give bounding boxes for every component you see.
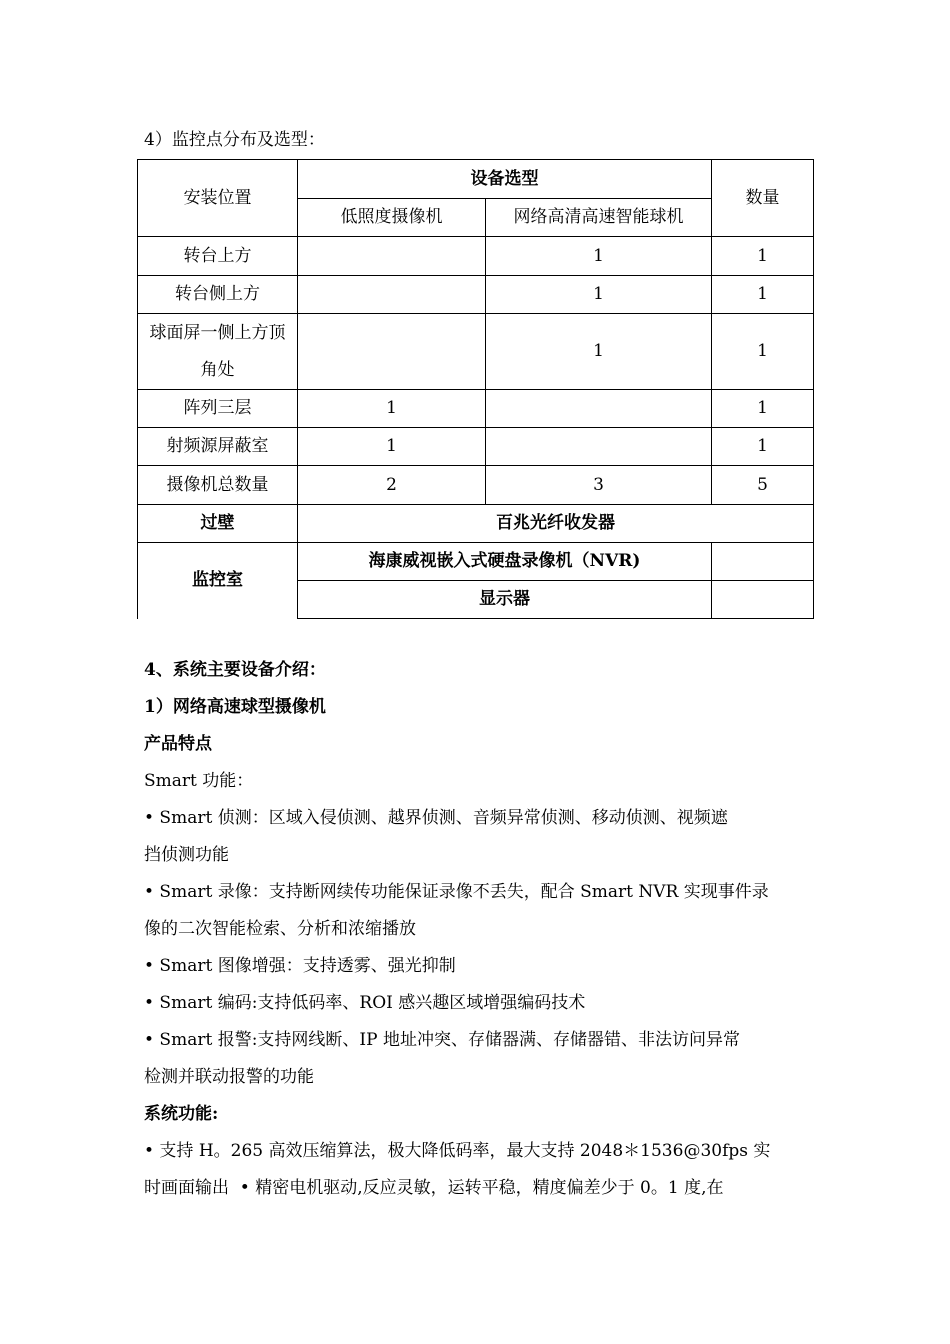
header-col2: 网络高清高速智能球机 (486, 199, 712, 237)
control-device-display: 显示器 (298, 581, 712, 619)
heading-camera: 1）网络高速球型摄像机 (144, 697, 326, 717)
row-col1: 1 (298, 390, 486, 428)
table-row-wall (138, 505, 814, 543)
row-location: 转台侧上方 (138, 276, 298, 314)
row-col2 (486, 428, 712, 466)
row-qty: 5 (712, 466, 814, 505)
header-location: 安装位置 (138, 160, 298, 237)
row-location (138, 314, 298, 390)
control-qty-display (712, 581, 814, 619)
row-location: 转台上方 (138, 237, 298, 276)
row-col2 (486, 390, 712, 428)
control-location: 监控室 (138, 543, 298, 619)
row-location-line1: 球面屏一侧上方顶 (149, 322, 286, 343)
header-equipment: 设备选型 (298, 160, 712, 199)
smart-item-1-line2: 挡侦测功能 (144, 845, 229, 865)
row-location: 阵列三层 (138, 390, 298, 428)
smart-item-4: • Smart 编码:支持低码率、ROI 感兴趣区域增强编码技术 (144, 993, 586, 1013)
header-quantity: 数量 (712, 160, 814, 237)
heading-features: 产品特点 (144, 734, 212, 754)
heading-system-equipment: 4、系统主要设备介绍： (144, 660, 326, 680)
row-col2: 3 (486, 466, 712, 505)
smart-item-5-line2: 检测并联动报警的功能 (144, 1067, 314, 1087)
wall-device: 百兆光纤收发器 (298, 505, 814, 543)
smart-item-5-line1: • Smart 报警:支持网线断、IP 地址冲突、存储器满、存储器错、非法访问异常 (144, 1030, 740, 1050)
table-row-control (138, 543, 814, 581)
row-qty: 1 (712, 428, 814, 466)
row-qty: 1 (712, 314, 814, 390)
table-row-total (138, 466, 814, 505)
system-function-line1: • 支持 H。265 高效压缩算法，极大降低码率，最大支持 2048＊1536@30fps 实 (144, 1141, 771, 1161)
row-col1 (298, 276, 486, 314)
row-qty: 1 (712, 390, 814, 428)
system-function-line2: 时画面输出 • 精密电机驱动,反应灵敏，运转平稳，精度偏差少于 0。1 度,在 (144, 1178, 724, 1198)
row-col1: 2 (298, 466, 486, 505)
control-qty-nvr (712, 543, 814, 581)
row-col1 (298, 314, 486, 390)
equipment-table (137, 159, 814, 619)
smart-item-1-line1: • Smart 侦测：区域入侵侦测、越界侦测、音频异常侦测、移动侦测、视频遮 (144, 808, 728, 828)
control-device-nvr: 海康威视嵌入式硬盘录像机（NVR) (298, 543, 712, 581)
header-col1: 低照度摄像机 (298, 199, 486, 237)
section-label: 4）监控点分布及选型： (144, 130, 325, 150)
row-col1: 1 (298, 428, 486, 466)
table-row (138, 314, 814, 390)
smart-item-3: • Smart 图像增强：支持透雾、强光抑制 (144, 956, 456, 976)
row-qty: 1 (712, 276, 814, 314)
table-row (138, 237, 814, 276)
row-col2: 1 (486, 314, 712, 390)
smart-item-2-line1: • Smart 录像：支持断网续传功能保证录像不丢失，配合 Smart NVR 实现事件录 (144, 882, 769, 902)
row-col1 (298, 237, 486, 276)
row-location: 射频源屏蔽室 (138, 428, 298, 466)
table-row (138, 390, 814, 428)
row-qty: 1 (712, 237, 814, 276)
smart-title: Smart 功能： (144, 771, 254, 791)
body-text (144, 652, 814, 1207)
system-function-title: 系统功能: (144, 1104, 219, 1124)
row-col2: 1 (486, 237, 712, 276)
smart-item-2-line2: 像的二次智能检索、分析和浓缩播放 (144, 919, 416, 939)
table-row (138, 276, 814, 314)
row-col2: 1 (486, 276, 712, 314)
row-location-line2: 角处 (200, 359, 235, 380)
table-row (138, 428, 814, 466)
wall-location: 过壁 (138, 505, 298, 543)
row-location: 摄像机总数量 (138, 466, 298, 505)
